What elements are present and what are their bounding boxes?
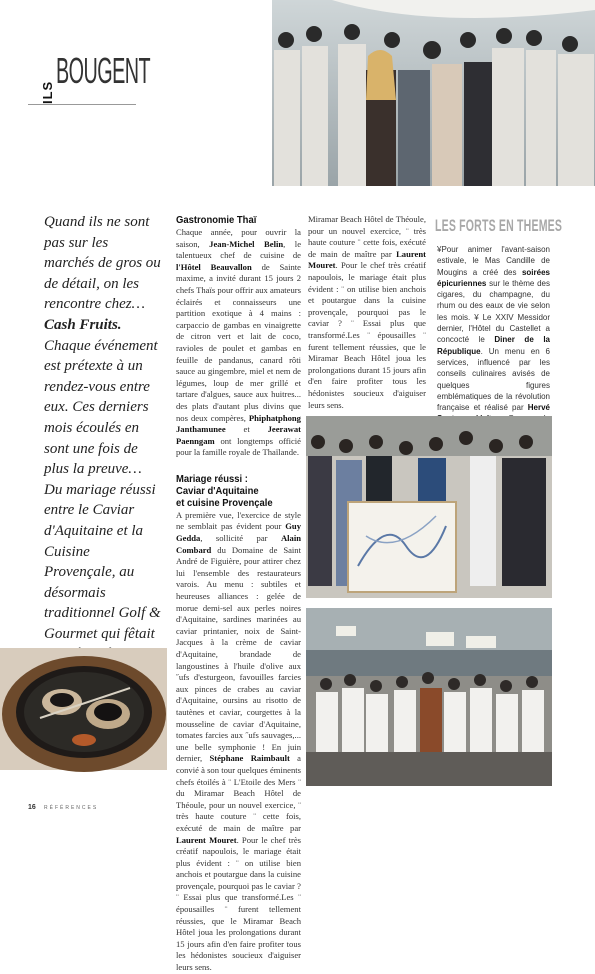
article-column-1 (176, 214, 301, 974)
intro-text: Quand ils ne sont pas sur les marchés de gros ou de détail, on les rencontre chez… Cash Fruits. Chaque événement est prétexte à un rendez-vous entre eux. Ces derniers mois écoulés en sont une fois de plus la preuve… Du mariage réussi entre le Caviar d'Aquitaine et la Cuisine Provençale, au désormais traditionnel Golf & Gourmet qui fêtait (44, 214, 161, 642)
article-caviar-continued: Miramar Beach Hôtel de Théoule, pour un nouvel exercice, ¨ très haute couture ¨ cette fois, exécuté de main de maître par Laurent Mouret. Pour le chef très créatif napoulois, le mariage était plus évident : ¨ on utilise bien anchois et poutargue dans la cuisine provençale, pourquoi pas le caviar ? ¨ Essai plus que transformé.Les ¨ épousailles ¨ furent tellement réussies, que le Miramar Beach Hôtel joua les prolongations durant 15 jours afin d'en faire profiter tous les hédonistes soucieux d'aiguiser leurs sens. (308, 214, 426, 410)
article-forts-body: ¥Pour animer l'avant-saison estivale, le Mas Candille de Mougins a créé des soirées épicuriennes sur le thème des cigares, du champagne, du rhum ou des eaux de vie selon les mois. ¥ Le XXIV Messidor dernier, l'Hôtel du Castellet a concocté le Diner de la République. Un menu en 6 services, influencé par les conseils culinaires avisés de quelques figures emblématiques de la révolution française et réalisé par Hervé (437, 245, 551, 413)
article-column-3 (437, 244, 550, 436)
intro-brand: Cash Fruits. (44, 316, 122, 333)
magazine-name: RÉFÉRENCES (44, 805, 99, 811)
photo-chefs-with-painting (306, 416, 552, 598)
photo-chefs-group-top (272, 0, 595, 186)
heading-gastronomie: Gastronomie Thaï (176, 214, 257, 226)
heading-mariage: Mariage réussi : Caviar d'Aquitaine et cuisine Provençale (176, 472, 273, 509)
page-number: 16 (28, 804, 36, 811)
section-title: BOUGENT (56, 50, 151, 91)
photo-caviar-plate (0, 648, 167, 770)
section-kicker: ILS (40, 80, 55, 104)
heading-forts-en-themes: LES FORTS EN THEMES (435, 216, 563, 235)
article-caviar-body: A première vue, l'exercice de style ne semblait pas évident pour Guy Gedda, sollicité par Alain Combard du Domaine de Saint André de Figuière, pour attirer chez lui l'ensemble des restaurateurs varois. Au menu : subtiles et heureuses alliances : gelée de morue demi-sel aux perles noires d'Aquitaine, sardines marinées au caviar printanier, noix de Saint-Jacques à la crème de caviar d'Aquitaine, brandade de langoustines à l'huile d'olive aux ˝ufs d'esturgeon, favouilles farcies aux pinces de crabes au caviar d'Aquitaine, oursins au risotto de tautènes et caviar, courgettes à la mousseline de caviar d'Aquitaine, tomates farcies aux ˝ufs sauvages,... une belle symphonie ! En juin dernier, Stéphane Raimbault a convié à son tour quelques éminents chefs étoilés à ¨ L'Etoile des Mers ¨ du Miramar Beach Hôtel de Théoule, pour un nouvel exercice, ¨ très haute couture ¨ cette fois, exécuté de main de maître par Laurent Mouret. Pour le chef très créatif napoulois, le mariage était plus évident : ¨ on utilise bien anchois et poutargue dans la cuisine provençale, pourquoi pas le caviar ? ¨ Essai plus que transformé.Les ¨ épousailles ¨ furent tellement réussies, que le Miramar Beach Hôtel joua les prolongations durant 15 jours afin d'en faire profiter tous les hédonistes soucieux d'aiguiser leurs sens. (176, 509, 302, 973)
header-divider (28, 104, 136, 105)
article-thai-body: Chaque année, pour ouvrir la saison, Jean-Michel Belin, le talentueux chef de cuisine de l'Hôtel Beauvallon de Sainte maxime, a invité durant 15 jours 2 chefs Thaïs pour offrir aux amateurs éclairés et connaisseurs une partition exotique à 4 mains : carpaccio de gambas en vinaigrette de citron vert et lait de coco, ravioles de poulet et gambas en feuille de pandanus, canard rôti sauce au gingembre, miel et nem de légumes, loup de mer grillé et tartare d'algues, sauce aux huitres... des plats d'autant plus divins que nos deux compères, Phiphatphong Janthamunee et Jeerawat Paenngam ont longtemps officié pour la famille royale de Thaïlande. (176, 227, 302, 458)
article-column-2 (308, 214, 426, 410)
photo-chefs-by-sea (306, 608, 552, 786)
